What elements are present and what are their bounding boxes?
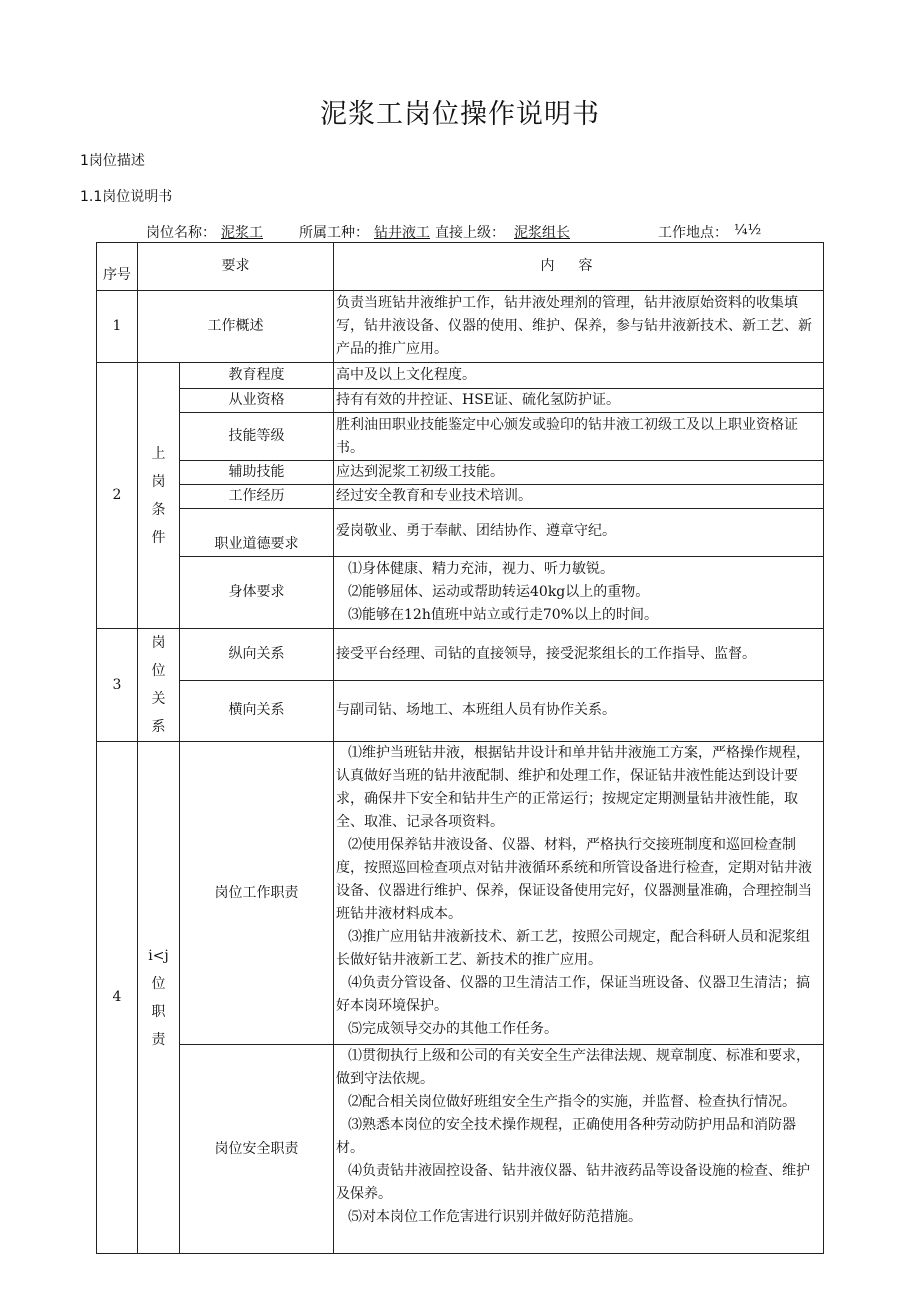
table-row — [97, 742, 824, 1045]
superior-label: 直接上级： — [435, 225, 505, 241]
item-content: ⑴身体健康、精力充沛，视力、听力敏锐。 ⑵能够屈体、运动或帮助转运40kg以上的重物。 ⑶能够在12h值班中站立或行走70%以上的时间。 — [334, 557, 824, 629]
table-row — [97, 291, 824, 363]
table-row — [97, 485, 824, 509]
item-content: 高中及以上文化程度。 — [334, 363, 824, 389]
location-value: ¼½ — [734, 222, 762, 238]
job-type-value: 钻井液工 — [374, 225, 430, 241]
item-content: 胜利油田职业技能鉴定中心颁发或验印的钻井液工初级工及以上职业资格证书。 — [334, 413, 824, 461]
item-content: 经过安全教育和专业技术培训。 — [334, 485, 824, 509]
item-content: 应达到泥浆工初级工技能。 — [334, 461, 824, 485]
table-row — [97, 629, 824, 681]
location-label: 工作地点： — [658, 225, 728, 241]
header-requirement: 要求 — [138, 243, 334, 291]
item-label: 身体要求 — [180, 557, 334, 629]
job-meta-line — [146, 222, 846, 242]
row-label: 工作概述 — [138, 291, 334, 363]
job-name-value: 泥浆工 — [221, 225, 263, 241]
table-row — [97, 389, 824, 413]
table-header-row — [97, 243, 824, 291]
item-label: 技能等级 — [180, 413, 334, 461]
row-number: 1 — [97, 291, 138, 363]
row-number: 2 — [97, 363, 138, 629]
item-content: 与副司钻、场地工、本班组人员有协作关系。 — [334, 680, 824, 741]
table-row — [97, 413, 824, 461]
table-row — [97, 461, 824, 485]
item-label: 横向关系 — [180, 680, 334, 741]
item-content: 接受平台经理、司钻的直接领导，接受泥浆组长的工作指导、监督。 — [334, 629, 824, 681]
superior-value: 泥浆组长 — [514, 225, 570, 241]
table-row — [97, 557, 824, 629]
item-content: ⑴贯彻执行上级和公司的有关安全生产法律法规、规章制度、标准和要求，做到守法依规。 ⑵配合相关岗位做好班组安全生产指令的实施，并监督、检查执行情况。 ⑶熟悉本岗位的安全技术操作规程，正确使用各种劳动防护用品和消防器材。 ⑷负责钻井液固控设备、钻井液仪器、钻井液药品等设备设施的检查、维护及保养。 ⑸对本岗位工作危害进行识别并做好防范措施。 — [334, 1045, 824, 1254]
document-title: 泥浆工岗位操作说明书 — [320, 99, 600, 130]
row-number: 3 — [97, 629, 138, 742]
item-content: ⑴维护当班钻井液，根据钻井设计和单井钻井液施工方案，严格操作规程，认真做好当班的钻井液配制、维护和处理工作，保证钻井液性能达到设计要求，确保井下安全和钻井生产的正常运行；按规定定期测量钻井液性能，取全、取准、记录各项资料。 ⑵使用保养钻井液设备、仪器、材料，严格执行交接班制度和巡回检查制度，按照巡回检查项点对钻井液循环系统和所管设备进行检查，定期对钻井液设备、仪器进行维护、保养，保证设备使用完好，仪器测量准确，合理控制当班钻井液材料成本。 ⑶推广应用钻井液新技术、新工艺，按照公司规定，配合科研人员和泥浆组长做好钻井液新工艺、新技术的推广应用。 ⑷负责分管设备、仪器的卫生清洁工作，保证当班设备、仪器卫生清洁；搞好本岗环境保护。 ⑸完成领导交办的其他工作任务。 — [334, 742, 824, 1045]
job-type-label: 所属工种： — [299, 225, 369, 241]
header-content: 内容 — [334, 243, 824, 291]
row-number: 4 — [97, 742, 138, 1254]
item-label: 工作经历 — [180, 485, 334, 509]
item-label: 从业资格 — [180, 389, 334, 413]
item-content: 持有有效的井控证、HSE证、硫化氢防护证。 — [334, 389, 824, 413]
item-label: 岗位安全职责 — [180, 1045, 334, 1254]
item-label: 职业道德要求 — [180, 509, 334, 557]
header-no: 序号 — [97, 243, 138, 291]
item-label: 辅助技能 — [180, 461, 334, 485]
job-name-label: 岗位名称： — [146, 225, 216, 241]
table-row — [97, 1045, 824, 1254]
section-heading-1: 1岗位描述 — [80, 153, 145, 169]
table-row — [97, 363, 824, 389]
section-heading-1-1: 1.1岗位说明书 — [80, 189, 173, 205]
job-description-table — [96, 242, 824, 1254]
table-row — [97, 509, 824, 557]
item-label: 教育程度 — [180, 363, 334, 389]
item-label: 纵向关系 — [180, 629, 334, 681]
row-group-label: 岗 位 关 系 — [138, 629, 180, 742]
item-content: 爱岗敬业、勇于奉献、团结协作、遵章守纪。 — [334, 509, 824, 557]
item-label: 岗位工作职责 — [180, 742, 334, 1045]
row-group-label: 上 岗 条 件 — [138, 363, 180, 629]
row-group-label: i<j 位 职 责 — [138, 742, 180, 1254]
row-content: 负责当班钻井液维护工作，钻井液处理剂的管理，钻井液原始资料的收集填写，钻井液设备、仪器的使用、维护、保养，参与钻井液新技术、新工艺、新产品的推广应用。 — [334, 291, 824, 363]
table-row — [97, 680, 824, 741]
